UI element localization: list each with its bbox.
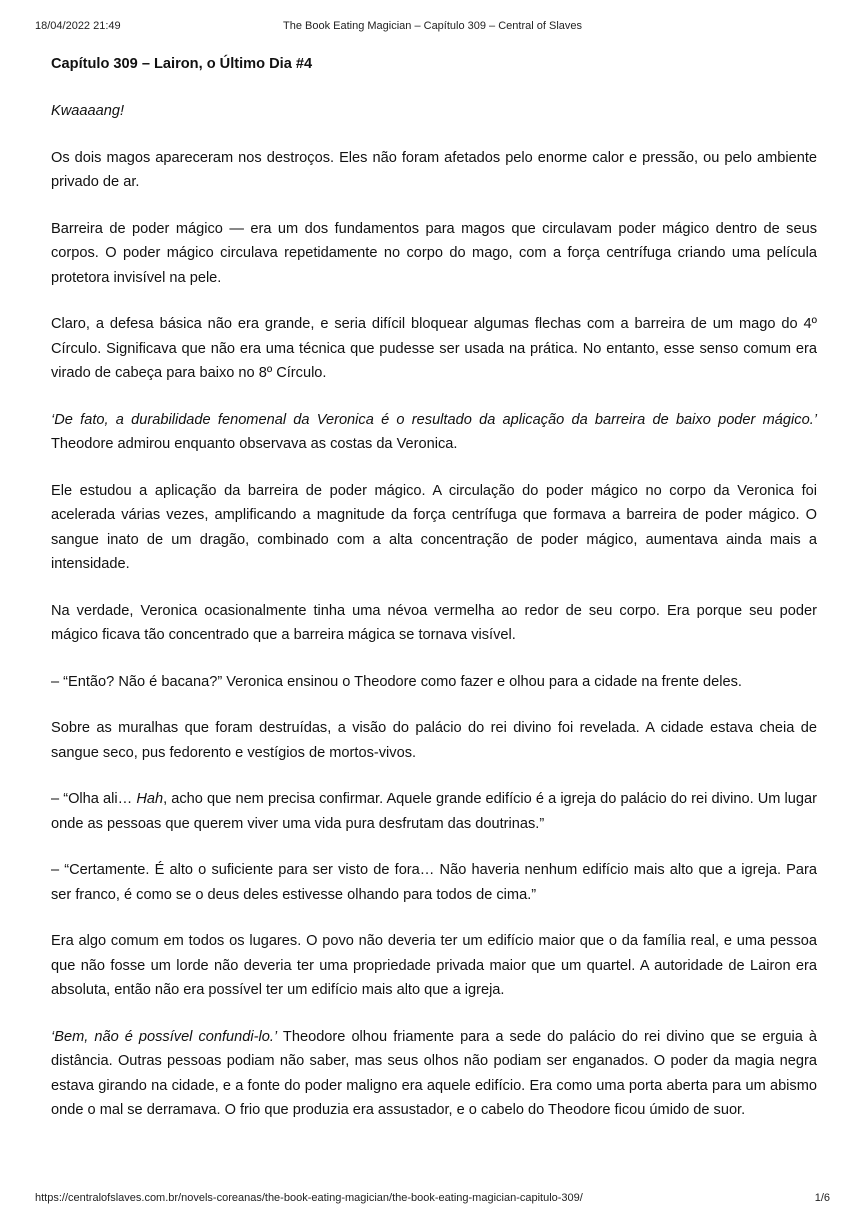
chapter-content [51,55,817,1123]
paragraph-sfx: Kwaaaang! [51,103,125,119]
paragraph-text: Theodore admirou enquanto observava as costas da Veronica. [51,436,458,452]
paragraph: Sobre as muralhas que foram destruídas, a visão do palácio do rei divino foi revelada. A cidade estava cheia de sangue seco, pus fedorento e vestígios de mortos-vivos. [51,720,817,761]
paragraph: – “Então? Não é bacana?” Veronica ensinou o Theodore como fazer e olhou para a cidade na frente deles. [51,673,742,690]
paragraph: Os dois magos apareceram nos destroços. Eles não foram afetados pelo enorme calor e pressão, ou pelo ambiente privado de ar. [51,149,817,190]
chapter-title: Capítulo 309 – Lairon, o Último Dia #4 [51,56,313,72]
print-datetime: 18/04/2022 21:49 [35,20,121,32]
paragraph: – “Certamente. É alto o suficiente para ser visto de fora… Não haveria nenhum edifício mais alto que a igreja. Para ser franco, é como se o deus deles estivesse olhando para todos de cima.” [51,862,817,903]
paragraph: Claro, a defesa básica não era grande, e seria difícil bloquear algumas flechas com a barreira de um mago do 4º Círculo. Significava que não era uma técnica que pudesse ser usada na prática. No entanto, esse senso comum era virado de cabeça para baixo no 8º Círculo. [51,316,817,381]
paragraph-interjection: Hah [136,791,164,807]
print-document-title: The Book Eating Magician – Capítulo 309 – Central of Slaves [282,20,582,32]
paragraph-text: – “Olha ali… [51,791,137,807]
paragraph: Era algo comum em todos os lugares. O povo não deveria ter um edifício maior que o da família real, e uma pessoa que não fosse um lorde não deveria ter uma propriedade privada maior que um quartel. A autoridade de Lairon era absoluta, então não era possível ter um edifício mais alto que a igreja. [51,933,817,998]
paragraph [51,787,817,836]
paragraph-thought: ‘Bem, não é possível confundi-lo.’ [51,1028,278,1045]
paragraph: Na verdade, Veronica ocasionalmente tinha uma névoa vermelha ao redor de seu corpo. Era porque seu poder mágico ficava tão concentrado que a barreira mágica se tornava visível. [51,602,817,643]
paragraph [51,408,817,457]
print-header [35,20,830,36]
paragraph [51,1025,817,1123]
page-indicator: 1/6 [814,1192,830,1204]
paragraph-thought: ‘De fato, a durabilidade fenomenal da Veronica é o resultado da aplicação da barreira de baixo poder mágico.’ [51,411,817,428]
paragraph [51,99,817,124]
paragraph-text: , acho que nem precisa confirmar. Aquele grande edifício é a igreja do palácio do rei divino. Um lugar onde as pessoas que querem viver uma vida pura desfrutam das doutrinas.” [51,791,817,832]
print-source-url: https://centralofslaves.com.br/novels-coreanas/the-book-eating-magician/the-book-eating-magician-capitulo-309/ [35,1192,583,1204]
paragraph: Ele estudou a aplicação da barreira de poder mágico. A circulação do poder mágico no corpo da Veronica foi acelerada várias vezes, amplificando a magnitude da força centrífuga que formava a barreira de poder mágico. O sangue inato de um dragão, combinado com a alta concentração de poder mágico, aumentava ainda mais a intensidade. [51,482,817,572]
paragraph-text: Theodore olhou friamente para a sede do palácio do rei divino que se erguia à distância. Outras pessoas podiam não saber, mas seus olhos não podiam ser enganados. O poder da magia negra estava girando na cidade, e a fonte do poder maligno era aquele edifício. Era como uma porta aberta para um abismo onde o mal se derramava. O frio que produzia era assustador, e o cabelo do Theodore ficou úmido de suor. [51,1028,817,1118]
paragraph: Barreira de poder mágico — era um dos fundamentos para magos que circulavam poder mágico dentro de seus corpos. O poder mágico circulava repetidamente no corpo do mago, com a força centrífuga criando uma película protetora invisível na pele. [51,220,817,286]
print-footer [35,1192,830,1208]
